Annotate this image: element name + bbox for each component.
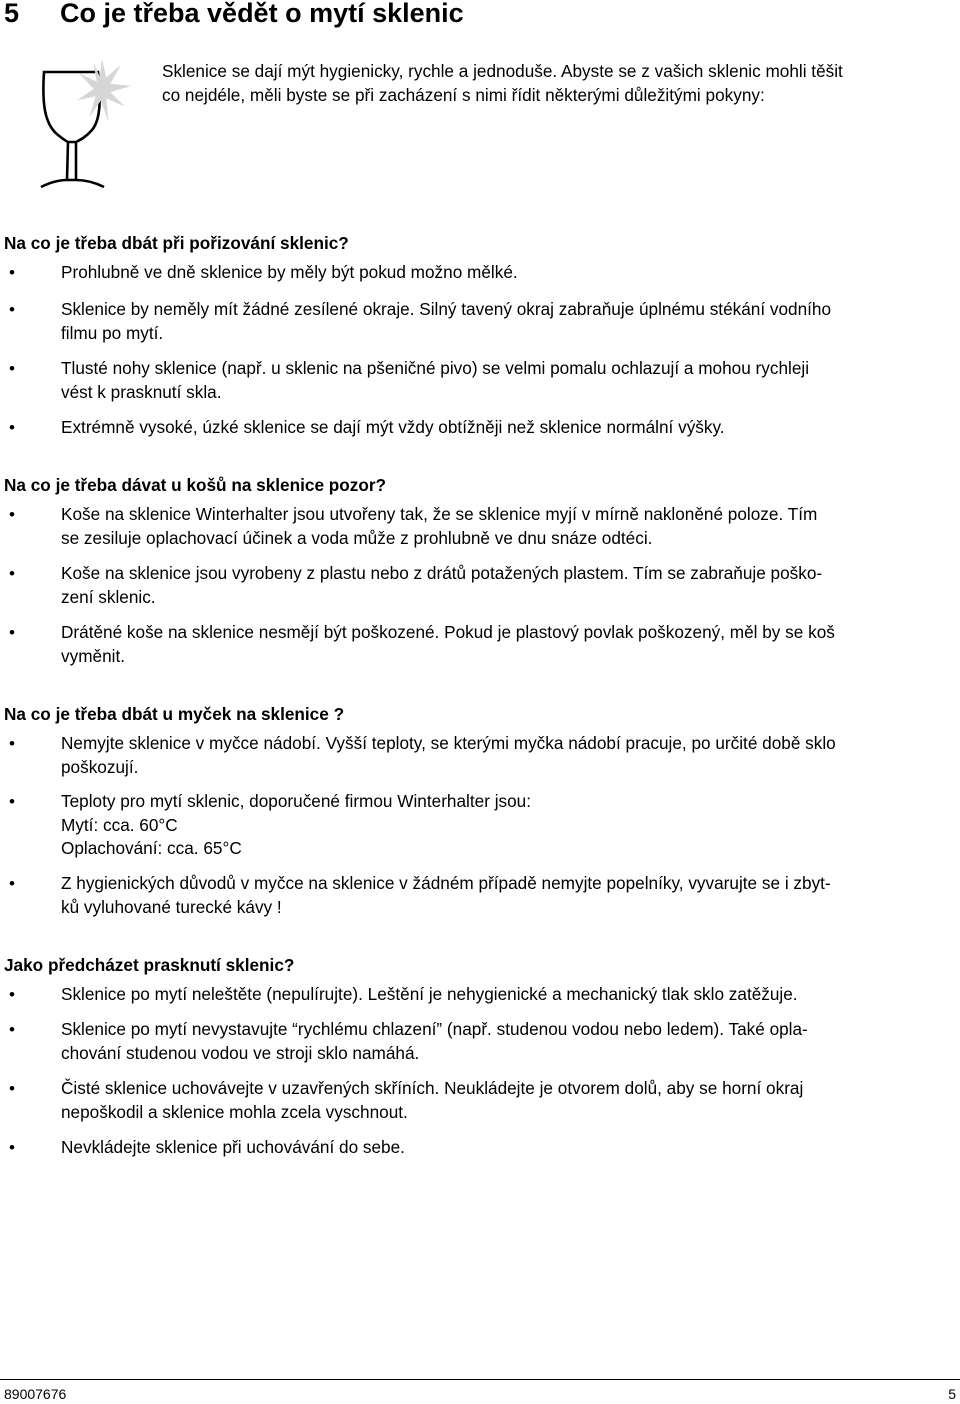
list-item xyxy=(9,1077,956,1124)
list-item-text: Extrémně vysoké, úzké sklenice se dají mýt vždy obtížněji než sklenice normální výšky. xyxy=(61,417,725,437)
footer-rule xyxy=(0,1379,960,1380)
list-item-text: Z hygienických důvodů v myčce na sklenice v žádném případě nemyjte popelníky, vyvarujte se i zbyt- xyxy=(61,873,831,893)
list-item-text: Teploty pro mytí sklenic, doporučené firmou Winterhalter jsou: xyxy=(61,791,531,811)
list-item xyxy=(9,621,956,668)
list-item-text: Mytí: cca. 60°C xyxy=(61,814,178,835)
list-item-text: Nevkládejte sklenice při uchovávání do sebe. xyxy=(61,1137,405,1157)
list-item-text: Nemyjte sklenice v myčce nádobí. Vyšší teploty, se kterými myčka nádobí pracuje, po určité době sklo xyxy=(61,733,836,753)
list-item-text: ků vyluhované turecké kávy ! xyxy=(61,896,282,917)
section-number: 5 xyxy=(4,0,20,28)
list-item xyxy=(9,1136,956,1160)
list-item xyxy=(9,1018,956,1065)
list-item-text: Sklenice by neměly mít žádné zesílené okraje. Silný tavený okraj zabraňuje úplnému stékání vodního xyxy=(61,299,832,319)
list-item-text: Prohlubně ve dně sklenice by měly být pokud možno mělké. xyxy=(61,262,518,282)
intro-paragraph xyxy=(162,60,952,107)
bullet: • xyxy=(9,1138,15,1157)
bullet: • xyxy=(9,1020,15,1039)
list-item xyxy=(9,732,956,779)
section-heading xyxy=(4,0,464,29)
list-item-text: Koše na sklenice jsou vyrobeny z plastu nebo z drátů potažených plastem. Tím se zabraňuje poško- xyxy=(61,563,823,583)
bullet: • xyxy=(9,985,15,1004)
list-item-text: Koše na sklenice Winterhalter jsou utvořeny tak, že se sklenice myjí v mírně nakloněné poloze. Tím xyxy=(61,504,818,524)
wine-glass-crack-icon xyxy=(36,42,136,192)
list-item-text: Tlusté nohy sklenice (např. u sklenic na pšeničné pivo) se velmi pomalu ochlazují a mohou rychleji xyxy=(61,358,810,378)
bullet: • xyxy=(9,564,15,583)
list-item-text: se zesiluje oplachovací účinek a voda může z prohlubně ve dnu snáze odtéci. xyxy=(61,527,653,548)
list-item xyxy=(9,416,956,440)
list-item-text: Oplachování: cca. 65°C xyxy=(61,838,242,858)
bullet: • xyxy=(9,263,15,282)
document-number: 89007676 xyxy=(4,1386,67,1402)
list-item xyxy=(9,503,956,550)
bullet: • xyxy=(9,359,15,378)
list-item-text: Drátěné koše na sklenice nesmějí být poškozené. Pokud je plastový povlak poškozený, měl by se koš xyxy=(61,622,835,642)
bullet: • xyxy=(9,792,15,811)
list-item-text: zení sklenic. xyxy=(61,586,156,607)
bullet: • xyxy=(9,874,15,893)
bullet: • xyxy=(9,1079,15,1098)
list-item xyxy=(9,872,956,919)
section-title: Co je třeba vědět o mytí sklenic xyxy=(60,0,464,28)
list-item-text: Čisté sklenice uchovávejte v uzavřených skříních. Neukládejte je otvorem dolů, aby se horní okraj xyxy=(61,1078,804,1098)
list-item-text: chování studenou vodou ve stroji sklo namáhá. xyxy=(61,1042,420,1063)
list-item-text: Sklenice po mytí nevystavujte “rychlému chlazení” (např. studenou vodou nebo ledem). Také opla- xyxy=(61,1019,808,1039)
subheading-dishwashers: Na co je třeba dbát u myček na sklenice ? xyxy=(4,704,345,724)
bullet: • xyxy=(9,623,15,642)
subheading-baskets: Na co je třeba dávat u košů na sklenice pozor? xyxy=(4,475,387,495)
intro-line: Sklenice se dají mýt hygienicky, rychle a jednoduše. Abyste se z vašich sklenic mohli těšit xyxy=(162,61,843,81)
list-item-text: filmu po mytí. xyxy=(61,322,164,343)
subheading-cracking: Jako předcházet prasknutí sklenic? xyxy=(4,955,295,975)
list-item xyxy=(9,261,956,285)
list-item-text: nepoškodil a sklenice mohla zcela vyschnout. xyxy=(61,1101,408,1122)
list-item-text: vést k prasknutí skla. xyxy=(61,381,222,402)
subheading-purchasing: Na co je třeba dbát při pořizování sklenic? xyxy=(4,233,349,253)
bullet: • xyxy=(9,418,15,437)
list-item xyxy=(9,562,956,609)
page-number: 5 xyxy=(948,1386,956,1402)
list-item-text: Sklenice po mytí neleštěte (nepulírujte). Leštění je nehygienické a mechanický tlak sklo zatěžuje. xyxy=(61,984,798,1004)
intro-line: co nejdéle, měli byste se při zacházení s nimi řídit některými důležitými pokyny: xyxy=(162,84,765,105)
list-item xyxy=(9,357,956,404)
bullet: • xyxy=(9,734,15,753)
bullet: • xyxy=(9,505,15,524)
list-item xyxy=(9,790,956,861)
bullet: • xyxy=(9,300,15,319)
list-item xyxy=(9,298,956,345)
list-item xyxy=(9,983,956,1007)
list-item-text: poškozují. xyxy=(61,756,139,777)
list-item-text: vyměnit. xyxy=(61,645,125,666)
